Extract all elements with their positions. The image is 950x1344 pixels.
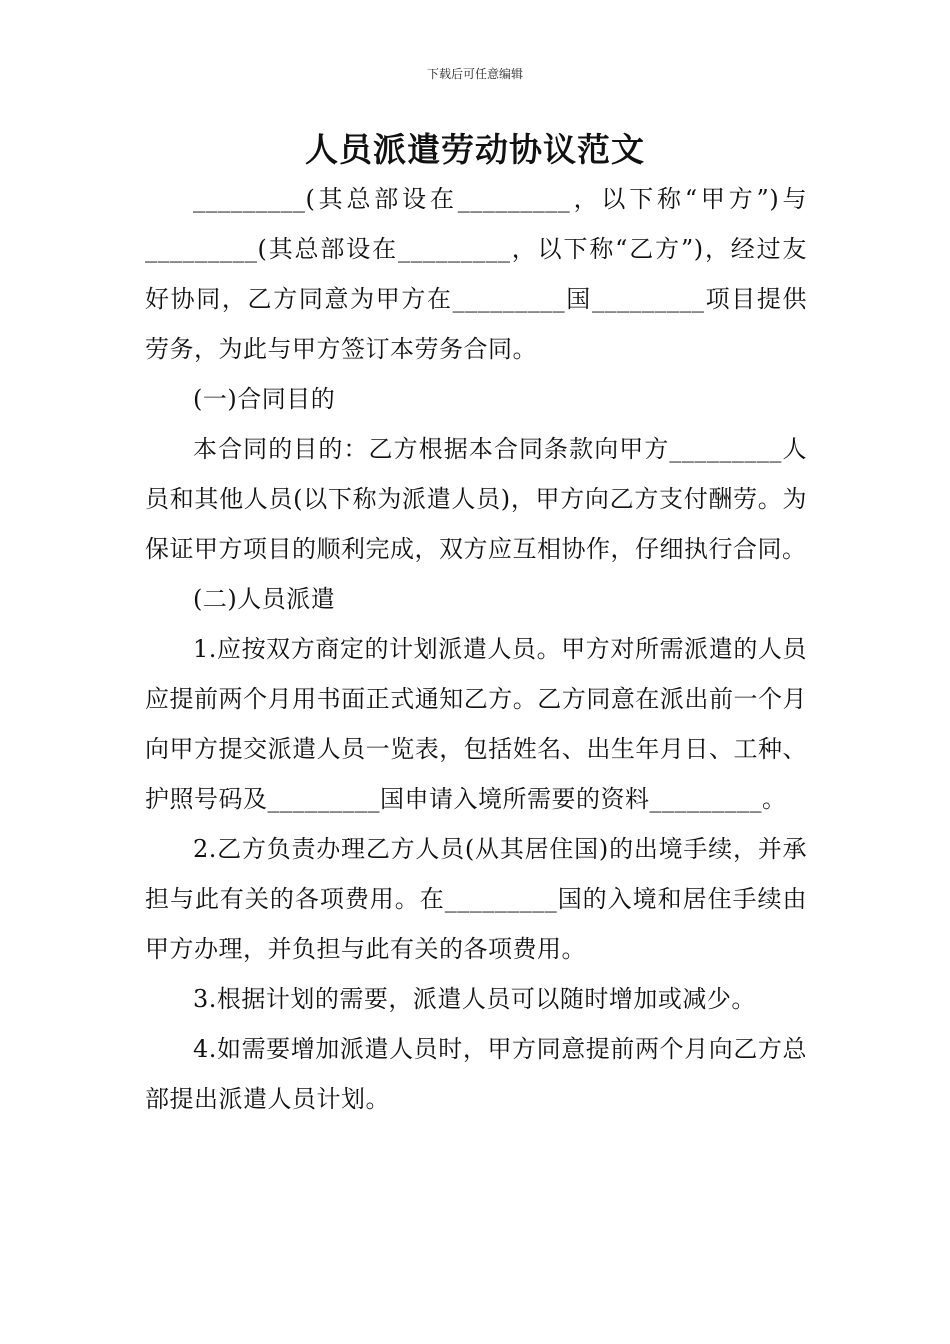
clause-2: 2.乙方负责办理乙方人员(从其居住国)的出境手续，并承担与此有关的各项费用。在_________国的入境和居住手续由甲方办理，并负担与此有关的各项费用。: [145, 835, 807, 963]
clause-3: 3.根据计划的需要，派遣人员可以随时增加或减少。: [193, 985, 756, 1013]
header-note: 下载后可任意编辑: [426, 67, 523, 81]
clause-4: 4.如需要增加派遣人员时，甲方同意提前两个月向乙方总部提出派遣人员计划。: [145, 1035, 807, 1113]
paragraph-purpose: 本合同的目的：乙方根据本合同条款向甲方_________人员和其他人员(以下称为派遣人员)，甲方向乙方支付酬劳。为保证甲方项目的顺利完成，双方应互相协作，仔细执行合同。: [145, 435, 807, 563]
paragraph-parties: _________(其总部设在_________，以下称“甲方”)与_________(其总部设在_________，以下称“乙方”)，经过友好协同，乙方同意为甲方在_________国_________项目提供劳务，为此与甲方签订本劳务合同。: [145, 185, 807, 363]
clause-1: 1.应按双方商定的计划派遣人员。甲方对所需派遣的人员应提前两个月用书面正式通知乙方。乙方同意在派出前一个月向甲方提交派遣人员一览表，包括姓名、出生年月日、工种、护照号码及_________国申请入境所需要的资料_________。: [145, 635, 807, 813]
document-body: [145, 174, 807, 1124]
section-heading-purpose: (一)合同目的: [193, 385, 336, 413]
section-heading-dispatch: (二)人员派遣: [193, 585, 336, 613]
document-title: 人员派遣劳动协议范文: [305, 130, 645, 169]
